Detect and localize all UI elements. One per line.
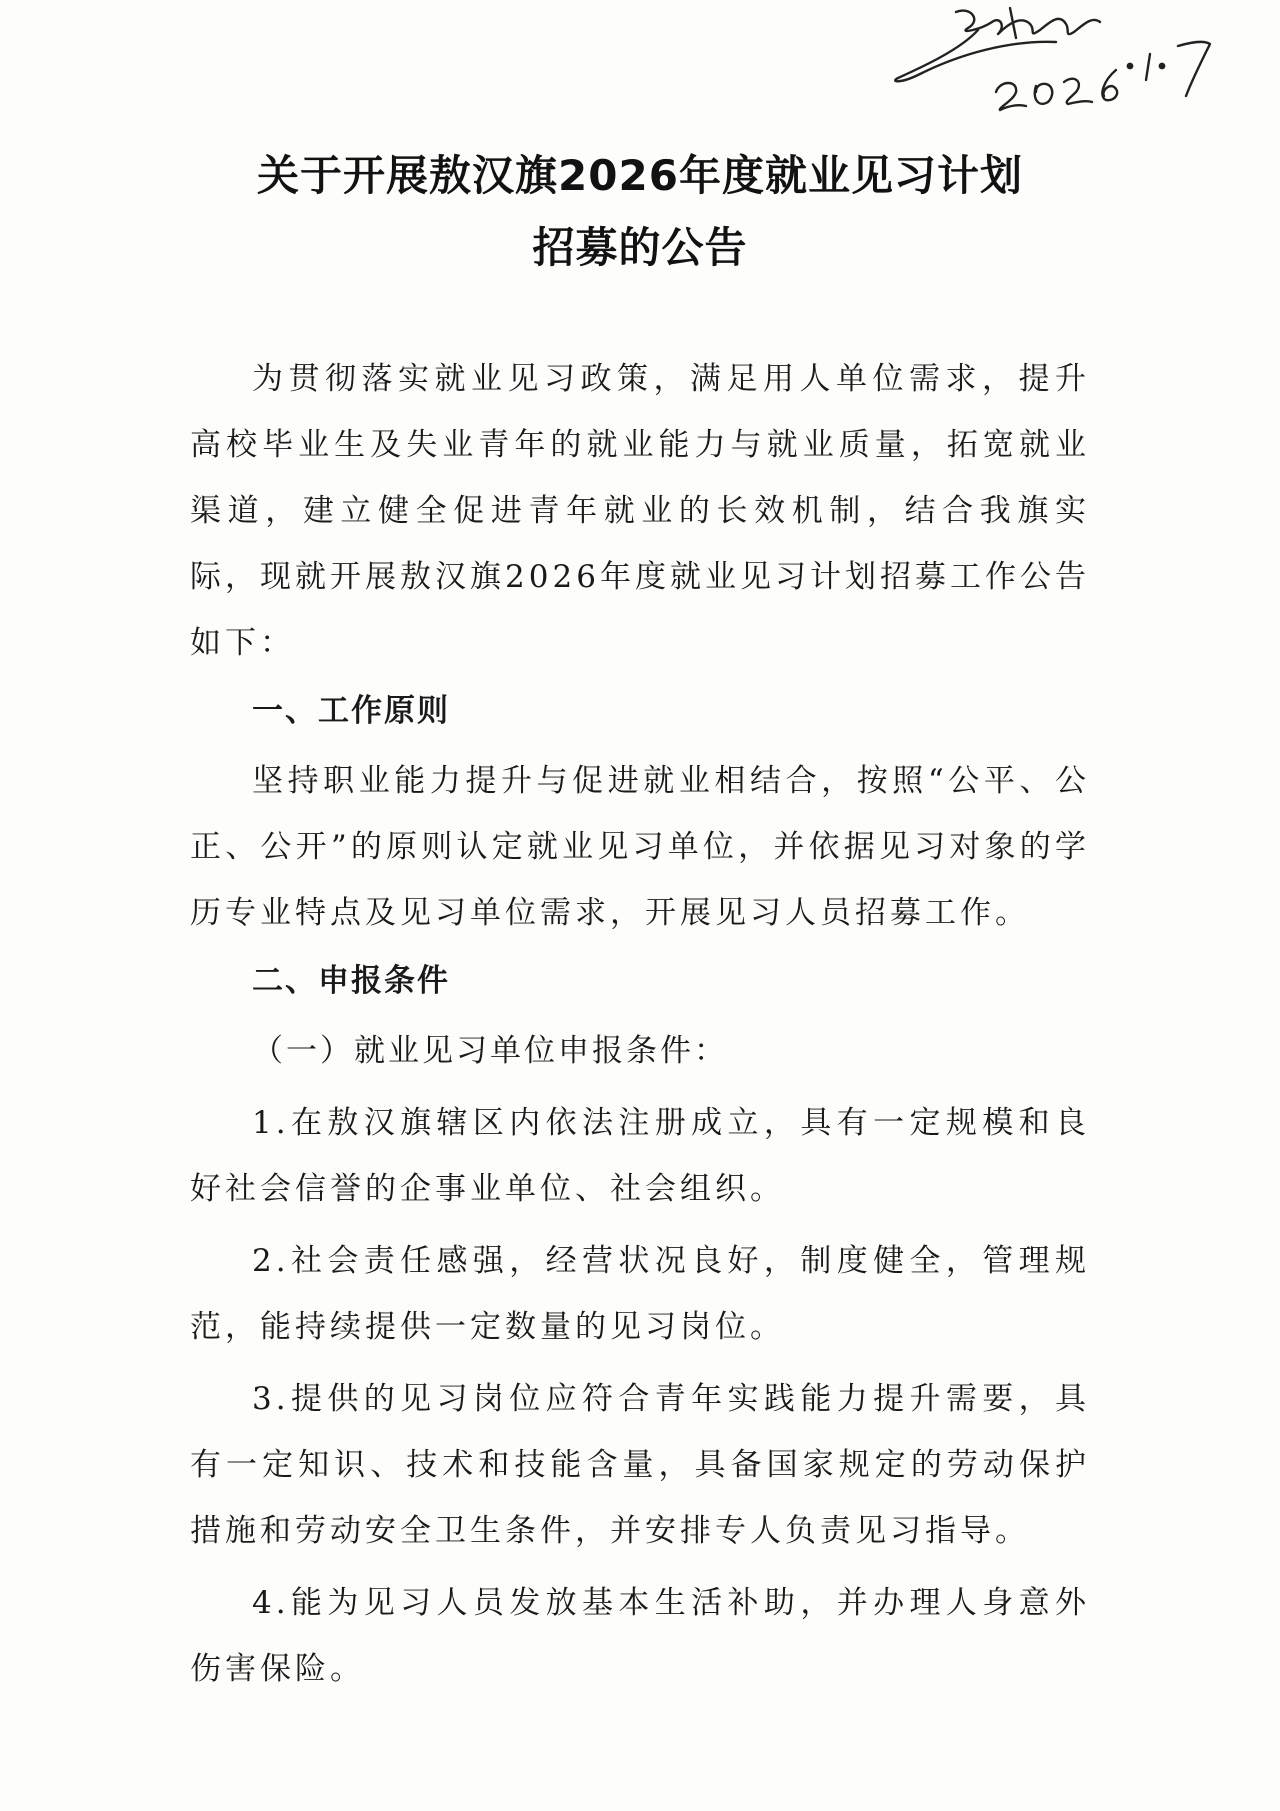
condition-item-4: 4.能为见习人员发放基本生活补助，并办理人身意外伤害保险。 [190, 1585, 1090, 1687]
document-body [190, 346, 1090, 1702]
condition-item-1: 1.在敖汉旗辖区内依法注册成立，具有一定规模和良好社会信誉的企事业单位、社会组织。 [190, 1105, 1090, 1207]
section-heading-conditions: 二、申报条件 [252, 963, 450, 999]
intro-paragraph: 为贯彻落实就业见习政策，满足用人单位需求，提升高校毕业生及失业青年的就业能力与就业质量，拓宽就业渠道，建立健全促进青年就业的长效机制，结合我旗实际，现就开展敖汉旗2026年度就业见习计划招募工作公告如下： [190, 361, 1090, 661]
condition-item-3: 3.提供的见习岗位应符合青年实践能力提升需要，具有一定知识、技术和技能含量，具备国家规定的劳动保护措施和劳动安全卫生条件，并安排专人负责见习指导。 [190, 1381, 1090, 1549]
title-line-1: 关于开展敖汉旗2026年度就业见习计划 [257, 151, 1023, 200]
condition-item-2: 2.社会责任感强，经营状况良好，制度健全，管理规范，能持续提供一定数量的见习岗位。 [190, 1243, 1090, 1345]
principles-paragraph: 坚持职业能力提升与促进就业相结合，按照“公平、公正、公开”的原则认定就业见习单位，并依据见习对象的学历专业特点及见习单位需求，开展见习人员招募工作。 [190, 763, 1090, 931]
document-title [0, 140, 1280, 284]
section-heading-principles: 一、工作原则 [252, 693, 450, 729]
title-line-2: 招募的公告 [532, 223, 748, 272]
handwritten-signature-and-date [860, 0, 1220, 120]
subsection-heading-unit-conditions: （一）就业见习单位申报条件： [252, 1033, 728, 1069]
